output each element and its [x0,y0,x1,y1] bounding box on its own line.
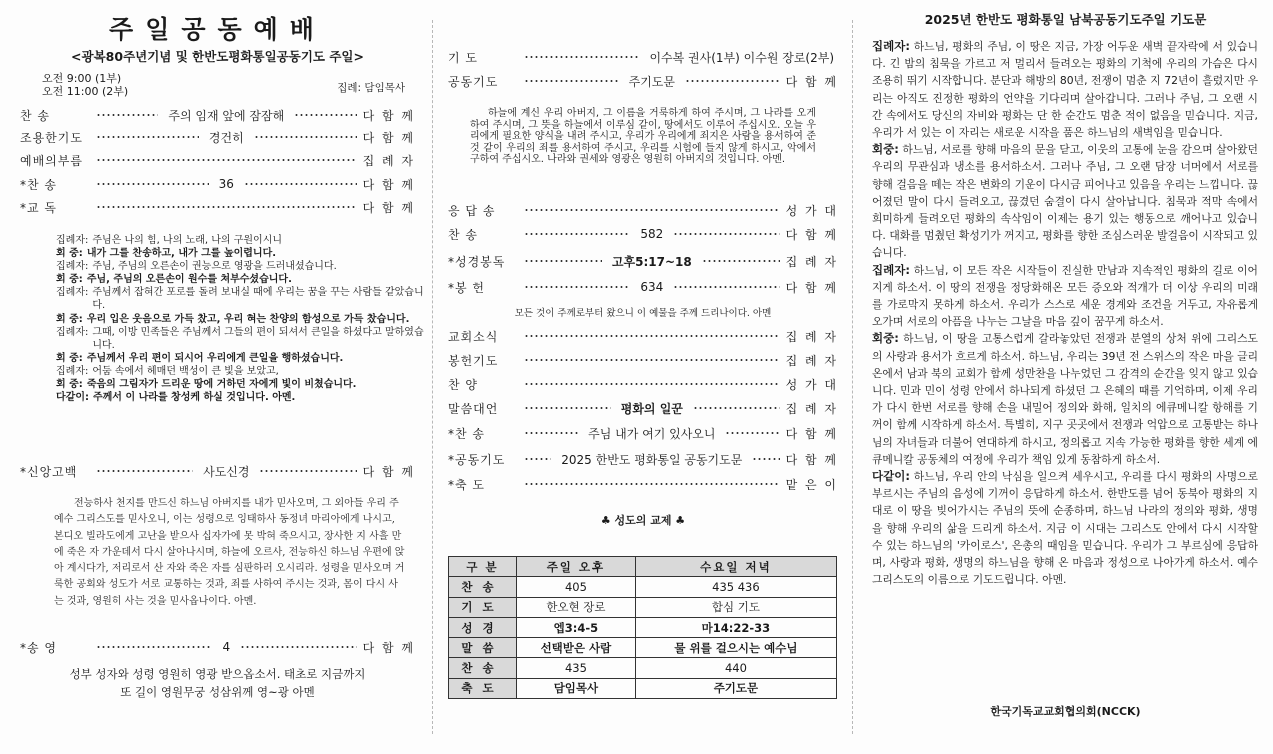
litany-speaker: 회 중: [56,379,83,391]
order-item-responsible: 집 례 자 [785,254,839,269]
order-item-detail: 사도신경 [203,464,250,479]
apostles-creed-text: 전능하사 천지를 만드신 하느님 아버지를 내가 믿사오며, 그 외아들 우리 주 예수 그리스도를 믿사오니, 이는 성령으로 잉태하사 동정녀 마리아에게 나시고, 본디오 빌라도에게 고난을 받으사 십자가에 못 박혀 죽으시고, 장사한 지 사흘 만에 죽은 자 가운데서 다시 살아나시며, 하늘에 오르사, 전능하신 하느님 우편에 앉아 계시다가, 저리로서 산 자와 죽은 자를 심판하러 오시리라. 성령을 믿사오며 거룩한 공회와 성도가 서로 교통하는 것과, 죄를 사하여 주시는 것과, 몸이 다시 사는 것과, 영원히 사는 것을 믿사옵나이다. 아멘. [54,498,405,607]
leader-dots [524,260,602,262]
litany-line [56,313,428,326]
sunday-cell: 한오현 장로 [517,597,636,617]
table-row [449,658,837,678]
litany-line [56,260,428,273]
leader-dots [702,260,780,262]
order-item-detail: 582 [640,227,664,241]
litany-speaker: 회 중: [56,248,83,260]
order-item-doxology [20,638,415,656]
doxology-line: 또 길이 영원무궁 성삼위께 영~광 아멘 [120,685,315,699]
row-label: 기도 [449,597,517,617]
order-item [448,48,838,66]
column-divider [852,20,853,734]
order-item [448,424,838,442]
order-item-detail: 주기도문 [628,74,675,89]
litany-text: 주님께서 잡혀간 포로를 돌려 보내실 때에 우리는 꿈을 꾸는 사람들 같았습니다. [92,287,424,312]
prayer-paragraph [872,262,1258,331]
order-item-label: 찬 송 [448,227,478,242]
litany-text: 죽음의 그림자가 드리운 땅에 거하던 자에게 빛이 비쳤습니다. [86,379,357,391]
litany-line [56,391,428,404]
order-item-responsible: 집 례 자 [785,401,839,416]
order-item-responsible: 다 함 께 [362,200,415,215]
leader-dots [524,383,780,385]
doxology-text [20,665,415,701]
sunday-cell: 405 [517,577,636,597]
order-item-responsible: 다 함 께 [785,280,838,295]
litany-text: 그때, 이방 민족들은 주님께서 그들의 편이 되셔서 큰일을 하셨다고 말하였습니다. [92,326,424,351]
wednesday-cell: 물 위를 걸으시는 예수님 [635,638,836,658]
order-item-label: 찬 양 [448,377,478,392]
prayer-speaker: 다같이: [872,469,910,484]
litany-line [56,378,428,391]
litany-text: 주님, 주님의 오른손이 권능으로 영광을 드러내셨습니다. [92,261,337,273]
litany-text: 주께서 이 나라를 창성케 하실 것입니다. 아멘. [92,392,296,404]
order-item-label: 공동기도 [448,74,499,89]
order-item-label: *공동기도 [448,452,506,467]
order-item [20,106,415,124]
table-row [449,617,837,637]
row-label: 찬송 [449,577,517,597]
schedule-header-cell: 수요일 저녁 [635,557,836,577]
wednesday-cell: 마14:22-33 [635,617,836,637]
leader-dots [524,359,780,361]
order-item [448,327,838,345]
litany-text: 어둠 속에서 헤매던 백성이 큰 빛을 보았고, [92,365,279,377]
litany-text: 내가 그를 찬송하고, 내가 그를 높이렵니다. [86,248,277,260]
order-item [448,375,838,393]
row-label: 말씀 [449,638,517,658]
prayer-text: 하느님, 이 모든 작은 시작들이 진실한 만남과 지속적인 평화의 길로 이어지게 하소서. 이 땅의 전쟁을 정당화해온 모든 증오와 적개가 더 이상 우리의 미래를 가로막지 못하게 하소서. 우리가 스스로 세운 경계와 조건을 거두고, 자유롭게 오가며 서로의 아픔을 나누는 그날을 마음 깊이 꿈꾸게 하소서. [872,263,1258,329]
leader-dots [524,56,639,58]
litany-speaker: 회 중: [56,313,83,325]
leader-dots [254,136,357,138]
leader-dots [96,470,193,472]
litany-line [56,326,428,352]
prayer-title: 2025년 한반도 평화통일 남북공동기도주일 기도문 [924,12,1207,27]
leader-dots [524,286,630,288]
order-item [448,72,838,90]
leader-dots [685,80,780,82]
order-item-label: *축 도 [448,477,485,492]
order-item [448,475,838,493]
leader-dots [524,432,578,434]
order-item-responsible: 맡 은 이 [785,477,838,492]
leader-dots [725,432,779,434]
service-time-2: 오전 11:00 (2부) [42,85,129,98]
litany-text: 주님께서 우리 편이 되시어 우리에게 큰일을 행하셨습니다. [86,352,344,364]
leader-dots [752,458,779,460]
litany-speaker: 집례자: [56,326,89,338]
order-item [20,175,415,193]
page-title: 주일공동예배 [109,15,326,44]
order-item-label: 봉헌기도 [448,353,499,368]
order-item [448,450,838,468]
leader-dots [673,233,779,235]
order-item-detail: 4 [222,640,231,654]
sunday-cell: 선택받은 사람 [517,638,636,658]
leader-dots [524,209,780,211]
table-row [449,597,837,617]
order-item [448,225,838,243]
order-of-worship-column-2 [448,0,838,754]
row-label: 성경 [449,617,517,637]
litany-text: 우리 입은 웃음으로 가득 찼고, 우리 혀는 찬양의 함성으로 가득 찼습니다. [86,313,410,325]
schedule-header-cell: 구 분 [449,557,517,577]
lords-prayer-text: 하늘에 계신 우리 아버지, 그 이름을 거룩하게 하여 주시며, 그 나라를 오게 하여 주시며, 그 뜻을 하늘에서 이루심 같이, 땅에서도 이루어 주십시오. 오늘 우리에게 필요한 양식을 내려 주시고, 우리가 우리에게 죄지은 사람을 용서하여 준 것 같이 우리의 죄를 용서하여 주시고, 우리를 시험에 들지 않게 하시고, 악에서 구하여 주십시오. 나라와 권세와 영광은 영원히 아버지의 것입니다. 아멘. [470,108,816,166]
leader-dots [524,233,630,235]
order-item [20,198,415,216]
prayer-paragraph [872,38,1258,141]
order-item-label: *찬 송 [20,177,57,192]
leader-dots [244,183,357,185]
order-item-responsible: 집 례 자 [785,353,838,368]
order-item-responsible: 다 함 께 [362,464,415,479]
litany-line [56,365,428,378]
table-row [449,638,837,658]
litany-line [56,352,428,365]
litany-speaker: 회 중: [56,274,83,286]
column-divider [432,20,433,734]
leader-dots [524,80,619,82]
order-item-detail: 634 [640,280,664,294]
order-item-label: 기 도 [448,50,478,65]
order-item-detail: 주님 내가 여기 있사오니 [588,426,716,441]
wednesday-cell: 합심 기도 [635,597,836,617]
prayer-speaker: 집례자: [872,262,910,277]
fellowship-heading: ♣ 성도의 교제 ♣ [600,514,686,527]
order-item [448,201,838,219]
prayer-speaker: 회중: [872,331,899,346]
schedule-header-row [449,557,837,577]
leader-dots [524,458,551,460]
order-item-responsible: 다 함 께 [785,452,838,467]
service-time-1: 오전 9:00 (1부) [42,72,122,85]
order-item-detail: 2025 한반도 평화통일 공동기도문 [561,452,743,467]
order-item-responsible: 다 함 께 [785,426,838,441]
prayer-speaker: 집례자: [872,39,910,53]
order-item-label: 교회소식 [448,329,499,344]
leader-dots [259,470,356,472]
order-item-responsible: 다 함 께 [785,227,838,242]
litany-text: 주님, 주님의 오른손이 원수를 쳐부수셨습니다. [86,274,292,286]
order-item-label: *성경봉독 [448,254,506,269]
prayer-text: 하느님, 서로를 향해 마음의 문을 닫고, 이웃의 고통에 눈을 감으며 살아왔던 우리의 무관심과 냉소를 용서하소서. 그러나 주님, 그 오랜 담장 너머에서 서로를 향해 걸음을 떼는 작은 변화의 기운이 다시금 피어나고 있음을 우리는 느낍니다. 끊어졌던 말이 다시 들려오고, 끊겼던 숨결이 다시 살아납니다. 침묵과 적막 속에서 희미하게 들려오던 평화의 속삭임이 이제는 용기 있는 행동으로 깨어나고 있습니다. 대화를 멈췄던 확성기가 꺼지고, 평화를 향한 조심스러운 발걸음이 시작되고 있습니다. [872,143,1258,260]
presider: 집례: 담임목사 [337,82,405,94]
sunday-cell: 담임목사 [517,678,636,698]
litany-speaker: 회 중: [56,352,83,364]
litany-text: 주님은 나의 힘, 나의 노래, 나의 구원이시니 [92,235,283,246]
order-of-worship-column-1 [20,0,424,754]
joint-prayer-column [868,0,1263,754]
sermon-title: 평화의 일꾼 [620,401,683,416]
leader-dots [96,159,357,161]
order-item-label: 조용한기도 [20,130,83,145]
prayer-body [872,38,1258,589]
order-item-label: *교 독 [20,200,57,215]
order-item-responsible: 다 함 께 [362,130,415,145]
leader-dots [673,286,779,288]
litany-line [56,234,428,247]
responsive-reading [56,234,428,404]
wednesday-cell: 435 436 [635,577,836,597]
order-item-responsible: 다 함 께 [362,177,415,192]
leader-dots [524,407,611,409]
schedule-table [448,556,837,699]
order-item-label: 응 답 송 [448,203,496,218]
leader-dots [96,206,357,208]
litany-speaker: 집례자: [56,261,89,273]
table-row [449,678,837,698]
litany-line [56,286,428,312]
leader-dots [96,183,209,185]
litany-speaker: 다같이: [56,392,89,404]
service-times [42,72,128,98]
order-item-creed [20,462,415,480]
order-item [20,151,415,169]
prayer-text: 하느님, 평화의 주님, 이 땅은 지금, 가장 어두운 새벽 끝자락에 서 있습니다. 긴 밤의 침묵을 가르고 저 멀리서 들려오는 평화의 기척에 우리의 가슴은 다시 조용히 뛰기 시작합니다. 분단과 해방의 80년, 전쟁이 멈춘 지 72년이 흘렀지만 우리는 아직도 진정한 평화의 언약을 기다리며 살아갑니다. 그러나 주님, 그 오랜 시간 속에서도 당신의 자비와 평화는 단 한 순간도 멈춘 적이 없음을 믿습니다. 지금, 우리가 서 있는 이 자리는 새로운 시작을 품은 하느님의 새벽임을 믿습니다. [872,40,1258,140]
order-item [448,351,838,369]
order-item-detail: 주의 임재 앞에 잠잠해 [168,108,285,123]
leader-dots [524,483,780,485]
order-item-label: 예배의부름 [20,153,83,168]
order-item-detail: 36 [218,177,234,191]
leader-dots [96,114,158,116]
order-item-label: *찬 송 [448,426,485,441]
leader-dots [96,646,212,648]
schedule-header-cell: 주일 오후 [517,557,636,577]
order-item-label: 찬 송 [20,108,50,123]
wednesday-cell: 주기도문 [635,678,836,698]
order-item-responsible: 집 례 자 [362,153,415,168]
prayer-paragraph [872,468,1258,588]
leader-dots [240,646,356,648]
leader-dots [693,407,780,409]
order-item-responsible: 성 가 대 [785,203,838,218]
order-item [448,278,838,296]
wednesday-cell: 440 [635,658,836,678]
leader-dots [96,136,199,138]
order-item-sermon [448,399,838,417]
order-item-detail: 경건히 [208,130,244,145]
order-item-detail: 고후5:17~18 [611,254,692,269]
order-item-label: *신앙고백 [20,464,78,479]
sunday-cell: 엡3:4-5 [517,617,636,637]
offering-note: 모든 것이 주께로부터 왔으니 이 예물을 주께 드리나이다. 아멘 [514,308,772,319]
order-item-responsible: 성 가 대 [785,377,838,392]
sunday-cell: 435 [517,658,636,678]
leader-dots [524,335,780,337]
litany-speaker: 집례자: [56,287,89,299]
order-item [20,128,415,146]
prayer-speaker: 회중: [872,142,899,157]
prayer-paragraph [872,141,1258,261]
order-item-responsible: 다 함 께 [362,640,416,655]
order-item-detail: 이수복 권사(1부) 이수원 장로(2부) [649,50,834,65]
page-subtitle: <광복80주년기념 및 한반도평화통일공동기도 주일> [71,49,364,64]
litany-line [56,247,428,260]
order-item-responsible: 다 함 께 [362,108,415,123]
litany-speaker: 집례자: [56,365,89,377]
order-item-label: *송 영 [20,640,57,655]
prayer-signature: 한국기독교교회협의회(NCCK) [990,705,1141,718]
litany-line [56,273,428,286]
prayer-text: 하느님, 우리 안의 낙심을 일으켜 세우시고, 우리를 다시 평화의 사명으로 부르시는 주님의 음성에 기꺼이 응답하게 하소서. 한반도를 넘어 동북아 평화의 지대로 이 땅을 빚어가시는 주님의 뜻에 순종하며, 하느님 나라의 정의와 평화, 생명을 향해 우리의 삶을 드리게 하소서. 지금 이 시대는 그리스도 안에서 다시 시작할 수 있는 하느님의 '카이로스', 은총의 때임을 믿습니다. 우리가 그 부르심에 응답하며, 사랑과 평화, 생명의 하느님을 향해 온 마음과 정성으로 나아가게 하소서. 예수 그리스도의 이름으로 기도드립니다. 아멘. [872,470,1258,587]
litany-speaker: 집례자: [56,235,89,246]
order-item-responsible: 집 례 자 [785,329,838,344]
prayer-text: 하느님, 이 땅을 고통스럽게 갈라놓았던 전쟁과 분열의 상처 위에 그리스도의 사랑과 용서가 흐르게 하소서. 하느님, 우리는 39년 전 스위스의 작은 마을 글리온에서 남과 북의 교회가 함께 성만찬을 나누었던 그 감격의 순간을 잊지 않고 있습니다. 민과 민이 성령 안에서 하나되게 하셨던 그 은혜의 때를 기억하며, 이제 우리가 다시 한번 서로를 향해 손을 내밀어 정의와 화해, 일치의 에큐메니칼 항해를 기꺼이 함께 시작하게 하소서. 특별히, 지구 곳곳에서 전쟁과 억압으로 고통받는 하나님의 자녀들과 더불어 연대하게 하시고, 정의롭고 지속 가능한 평화를 향한 세계 에큐메니칼 공동체의 여정에 우리가 책임 있게 동참하게 하소서. [872,332,1258,466]
order-item [448,252,838,270]
prayer-paragraph [872,330,1258,468]
table-row [449,577,837,597]
row-label: 축도 [449,678,517,698]
row-label: 찬송 [449,658,517,678]
doxology-line: 성부 성자와 성령 영원히 영광 받으옵소서. 태초로 지금까지 [69,667,366,681]
order-item-label: *봉 헌 [448,280,485,295]
order-item-label: 말씀대언 [448,401,499,416]
leader-dots [294,114,356,116]
order-item-responsible: 다 함 께 [785,74,838,89]
